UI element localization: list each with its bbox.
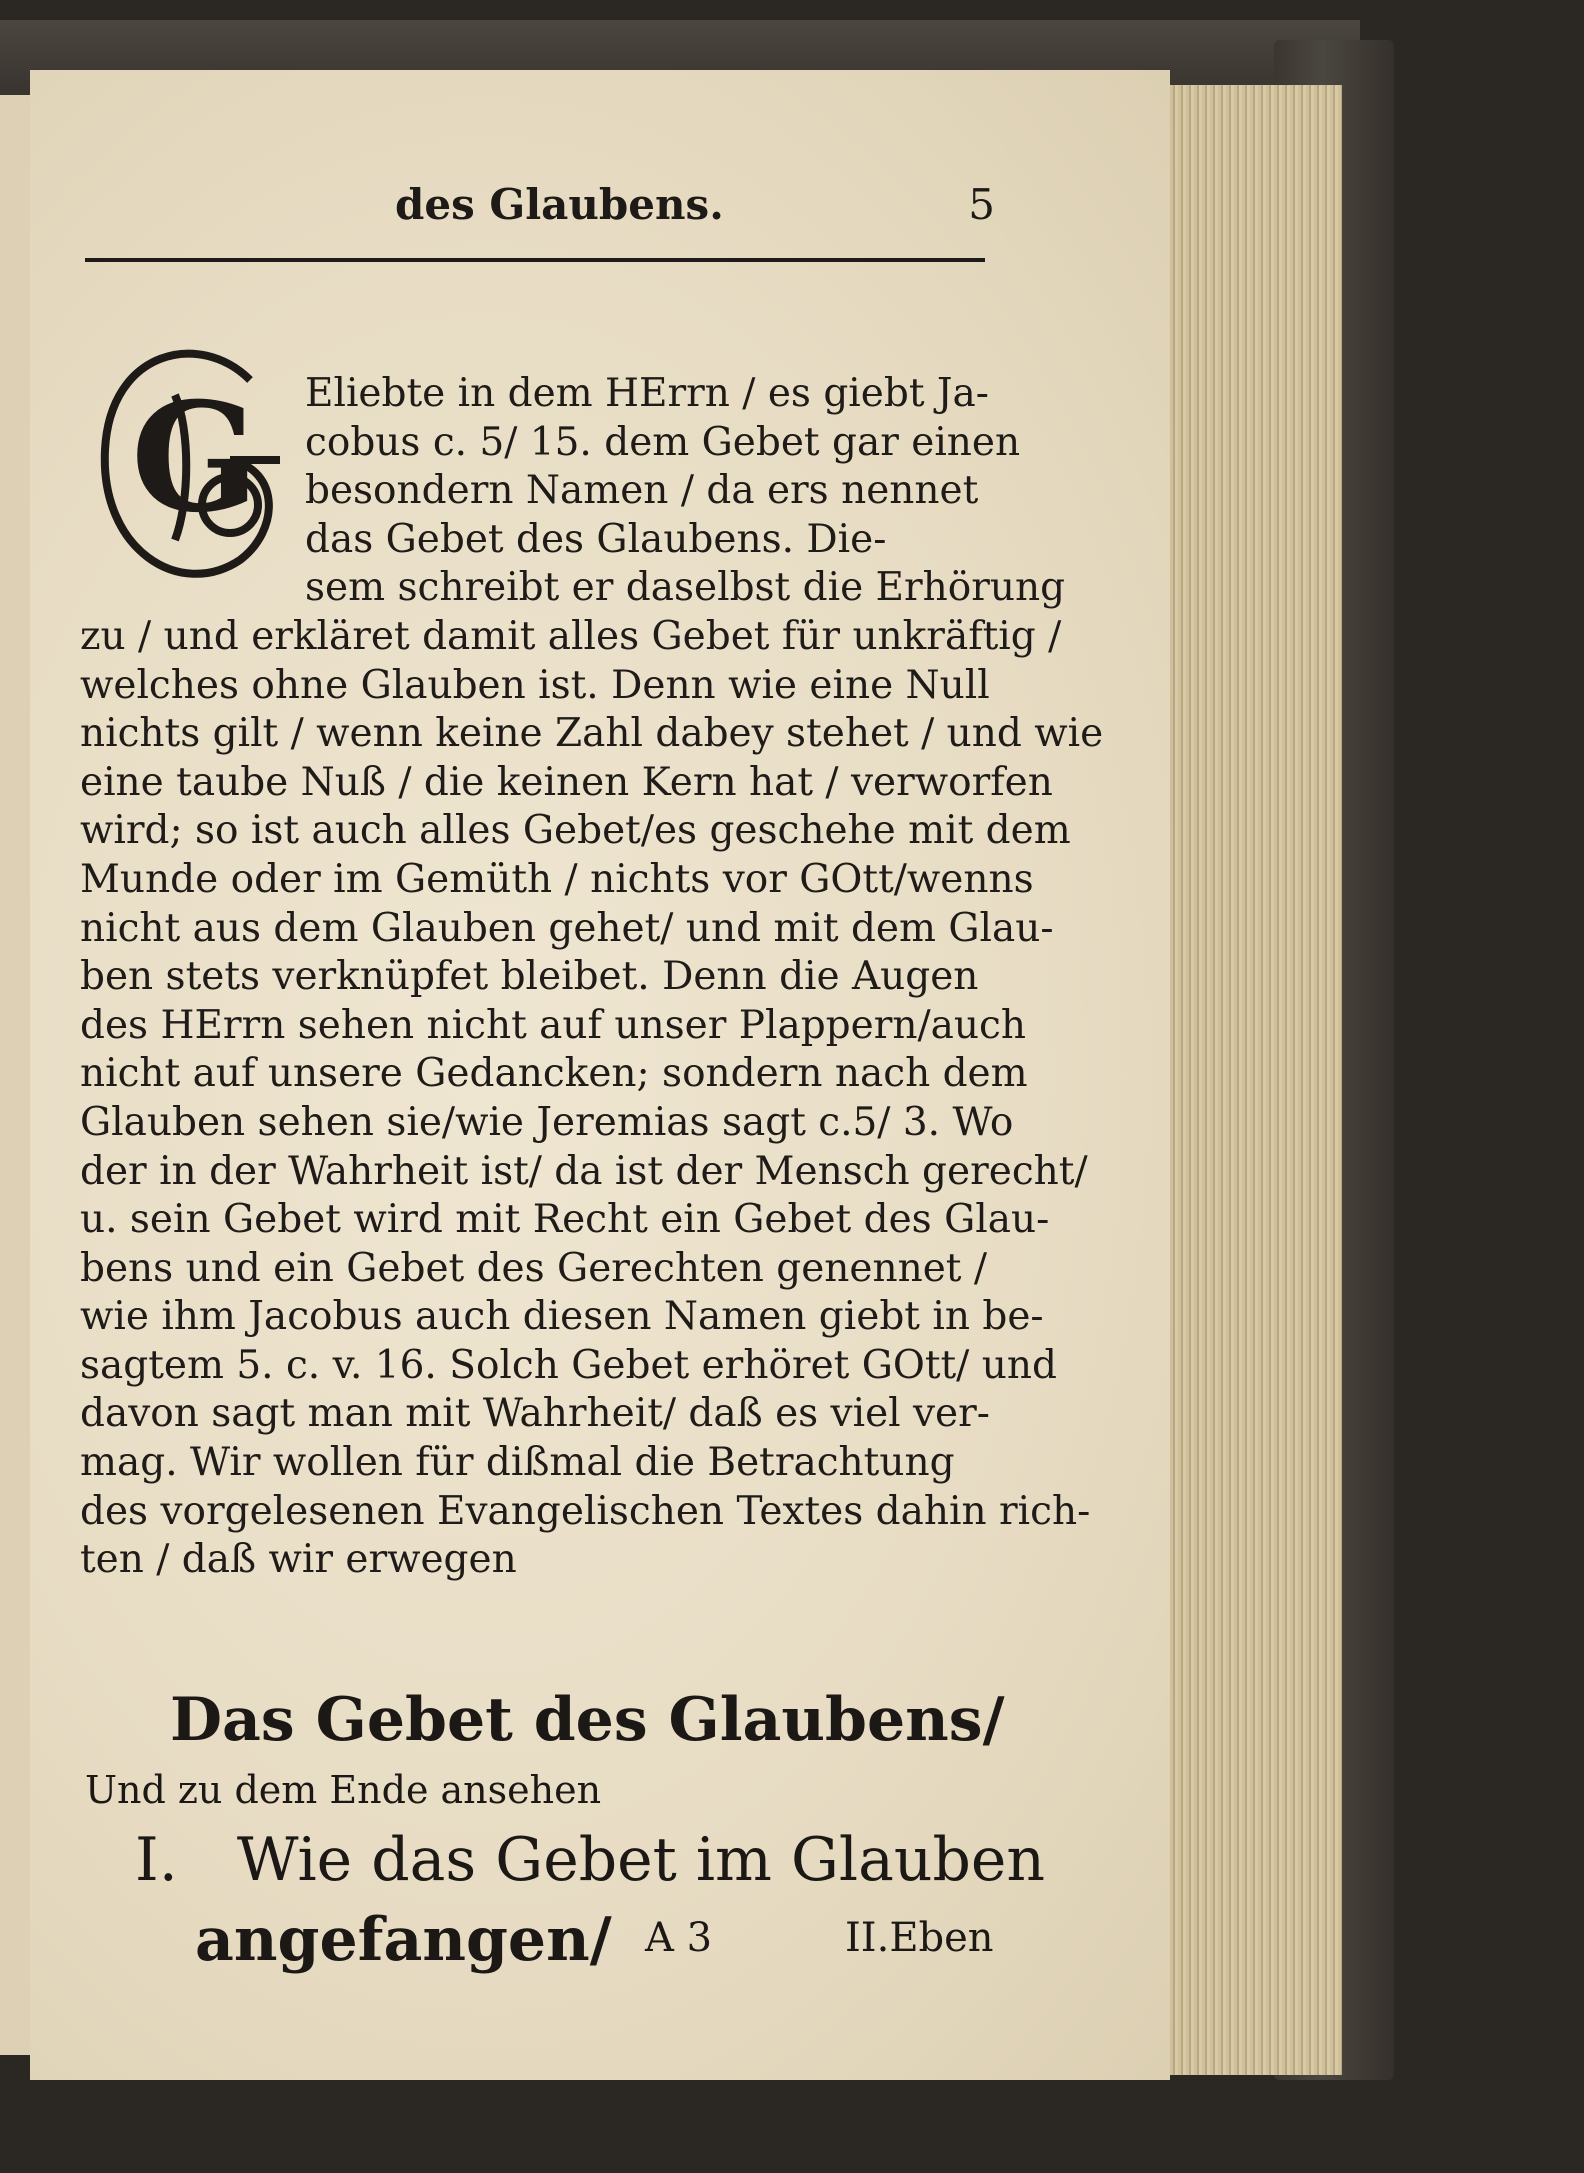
page-header [395,180,1045,250]
facing-page-edge [0,95,30,2055]
drop-cap-letter: G [130,370,260,546]
text-line: sagtem 5. c. v. 16. Solch Gebet erhöret GOtt/ und [80,1342,1057,1388]
item-continuation: angefangen/ [195,1905,612,1975]
body-text [80,370,1104,1585]
text-line: nichts gilt / wenn keine Zahl dabey stehet / und wie [80,711,1104,757]
text-line: nicht auf unsere Gedancken; sondern nach dem [80,1051,1028,1097]
running-title: des Glaubens. [395,180,724,229]
section-heading: Das Gebet des Glaubens/ [170,1685,1005,1755]
text-line: besondern Namen / da ers nennet [305,468,979,514]
text-line: des HErrn sehen nicht auf unser Plappern/auch [80,1002,1026,1048]
text-line: u. sein Gebet wird mit Recht ein Gebet des Glau- [80,1197,1050,1243]
text-line: davon sagt man mit Wahrheit/ daß es viel ver- [80,1391,990,1437]
text-line: wie ihm Jacobus auch diesen Namen giebt in be- [80,1294,1044,1340]
text-line: bens und ein Gebet des Gerechten genennet / [80,1245,987,1291]
text-line: der in der Wahrheit ist/ da ist der Mensch gerecht/ [80,1148,1088,1194]
text-line: welches ohne Glauben ist. Denn wie eine Null [80,662,990,708]
text-line: nicht aus dem Glauben gehet/ und mit dem Glau- [80,905,1054,951]
text-line: Munde oder im Gemüth / nichts vor GOtt/wenns [80,856,1034,902]
catchword: II.Eben [845,1915,994,1961]
text-line: Eliebte in dem HErrn / es giebt Ja- [305,371,989,416]
text-line: Glauben sehen sie/wie Jeremias sagt c.5/ 3. Wo [80,1099,1014,1145]
item-text: Wie das Gebet im Glauben [236,1825,1046,1895]
text-line: sem schreibt er daselbst die Erhörung [305,565,1066,611]
header-rule [85,258,985,262]
text-line: wird; so ist auch alles Gebet/es geschehe mit dem [80,808,1071,854]
text-line: eine taube Nuß / die keinen Kern hat / verworfen [80,759,1053,805]
text-line: mag. Wir wollen für dißmal die Betrachtung [80,1440,955,1486]
section-subheading: Und zu dem Ende ansehen [85,1768,602,1812]
page-edges [1160,85,1342,2075]
page-number: 5 [968,180,995,229]
signature-mark: A 3 [645,1915,713,1961]
numbered-item [135,1825,1045,1895]
text-line: ten / daß wir erwegen [80,1537,517,1583]
text-line: zu / und erkläret damit alles Gebet für unkräftig / [80,613,1062,659]
text-line: das Gebet des Glaubens. Die- [305,516,887,562]
text-line: des vorgelesenen Evangelischen Textes dahin rich- [80,1488,1091,1534]
text-line: cobus c. 5/ 15. dem Gebet gar einen [305,419,1021,465]
item-number: I. [135,1825,178,1895]
text-line: ben stets verknüpfet bleibet. Denn die Augen [80,954,979,1000]
